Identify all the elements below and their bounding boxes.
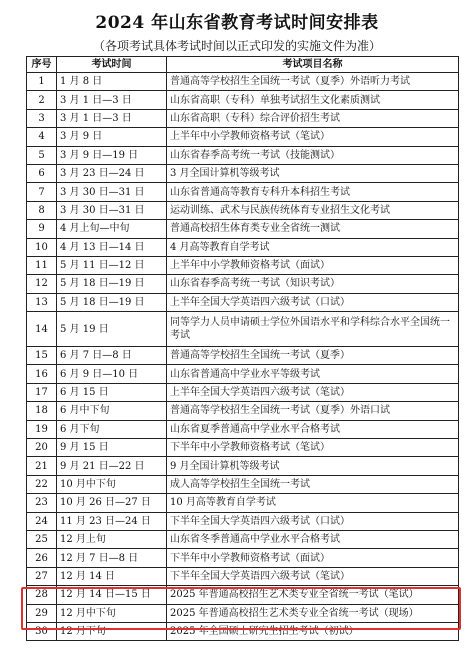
exam-time: 12 月 14 日—15 日 xyxy=(57,586,167,604)
table-row xyxy=(27,128,459,146)
table-row xyxy=(27,383,459,401)
exam-name: 普通高等学校招生全国统一考试（夏季）外语听力考试 xyxy=(167,73,459,91)
row-number: 5 xyxy=(27,146,57,164)
row-number: 23 xyxy=(27,494,57,512)
table-row xyxy=(27,312,459,347)
header-row xyxy=(27,57,459,73)
exam-name: 上半年中小学教师资格考试（面试） xyxy=(167,256,459,274)
exam-name: 2025 年普通高校招生艺术类专业全省统一考试（现场） xyxy=(167,604,459,622)
row-number: 20 xyxy=(27,439,57,457)
exam-name: 山东省普通高中学业水平等级考试 xyxy=(167,365,459,383)
table-row xyxy=(27,549,459,567)
exam-time: 1 月 8 日 xyxy=(57,73,167,91)
row-number: 9 xyxy=(27,220,57,238)
table-row xyxy=(27,73,459,91)
table-row xyxy=(27,201,459,219)
exam-name: 下半年中小学教师资格考试（笔试） xyxy=(167,439,459,457)
table-row xyxy=(27,475,459,493)
exam-name: 4 月高等教育自学考试 xyxy=(167,238,459,256)
row-number: 22 xyxy=(27,475,57,493)
row-number: 26 xyxy=(27,549,57,567)
row-number: 15 xyxy=(27,347,57,365)
exam-name: 山东省夏季普通高中学业水平合格考试 xyxy=(167,420,459,438)
table-row xyxy=(27,567,459,585)
row-number: 7 xyxy=(27,183,57,201)
row-number: 27 xyxy=(27,567,57,585)
exam-time: 3 月 30 日—31 日 xyxy=(57,201,167,219)
page-title: 2024 年山东省教育考试时间安排表 xyxy=(95,13,379,33)
page-subtitle: （各项考试具体考试时间以正式印发的实施文件为准） xyxy=(92,39,381,53)
row-number: 24 xyxy=(27,512,57,530)
exam-name: 上半年全国大学英语四六级考试（口试） xyxy=(167,293,459,311)
exam-time: 12 月 7 日—8 日 xyxy=(57,549,167,567)
row-number: 4 xyxy=(27,128,57,146)
row-number: 13 xyxy=(27,293,57,311)
exam-time: 5 月 18 日—19 日 xyxy=(57,275,167,293)
table-body xyxy=(27,73,459,641)
table-row xyxy=(27,586,459,604)
exam-name: 山东省高职（专科）综合评价招生考试 xyxy=(167,109,459,127)
row-number: 14 xyxy=(27,312,57,347)
exam-name: 成人高等学校招生全国统一考试 xyxy=(167,475,459,493)
exam-name: 运动训练、武术与民族传统体育专业招生文化考试 xyxy=(167,201,459,219)
exam-time: 10 月中下旬 xyxy=(57,475,167,493)
table-row xyxy=(27,238,459,256)
exam-time: 4 月 13 日—14 日 xyxy=(57,238,167,256)
row-number: 11 xyxy=(27,256,57,274)
exam-time: 5 月 18 日—19 日 xyxy=(57,293,167,311)
exam-name: 2025 年全国硕士研究生招生考试（初试） xyxy=(167,622,459,640)
row-number: 25 xyxy=(27,530,57,548)
table-row xyxy=(27,530,459,548)
exam-name: 山东省春季高考统一考试（知识考试） xyxy=(167,275,459,293)
exam-name: 山东省冬季普通高中学业水平合格考试 xyxy=(167,530,459,548)
row-number: 2 xyxy=(27,91,57,109)
exam-time: 6 月 15 日 xyxy=(57,383,167,401)
exam-time: 9 月 15 日 xyxy=(57,439,167,457)
exam-name: 上半年全国大学英语四六级考试（笔试） xyxy=(167,383,459,401)
row-number: 30 xyxy=(27,622,57,640)
table-row xyxy=(27,183,459,201)
exam-time: 11 月 23 日—24 日 xyxy=(57,512,167,530)
table-row xyxy=(27,347,459,365)
table-row xyxy=(27,420,459,438)
exam-time: 6 月 7 日—8 日 xyxy=(57,347,167,365)
table-row xyxy=(27,604,459,622)
table-row xyxy=(27,146,459,164)
table-row xyxy=(27,220,459,238)
table-row xyxy=(27,402,459,420)
table-row xyxy=(27,293,459,311)
exam-time: 6 月下旬 xyxy=(57,420,167,438)
exam-time: 6 月中下旬 xyxy=(57,402,167,420)
header-number: 序号 xyxy=(27,57,57,73)
row-number: 19 xyxy=(27,420,57,438)
exam-name: 10 月高等教育自学考试 xyxy=(167,494,459,512)
exam-name: 普通高等学校招生全国统一考试（夏季） xyxy=(167,347,459,365)
exam-name: 同等学力人员申请硕士学位外国语水平和学科综合水平全国统一考试 xyxy=(167,312,459,347)
table-row xyxy=(27,494,459,512)
table-row xyxy=(27,164,459,182)
row-number: 10 xyxy=(27,238,57,256)
exam-time: 6 月 9 日—10 日 xyxy=(57,365,167,383)
exam-time: 5 月 11 日—12 日 xyxy=(57,256,167,274)
exam-name: 2025 年普通高校招生艺术类专业全省统一考试（笔试） xyxy=(167,586,459,604)
row-number: 16 xyxy=(27,365,57,383)
exam-time: 3 月 30 日—31 日 xyxy=(57,183,167,201)
header-exam-time: 考试时间 xyxy=(57,57,167,73)
exam-name: 3 月全国计算机等级考试 xyxy=(167,164,459,182)
exam-time: 10 月 26 日—27 日 xyxy=(57,494,167,512)
row-number: 28 xyxy=(27,586,57,604)
exam-time: 12 月中下旬 xyxy=(57,604,167,622)
exam-schedule-table xyxy=(26,56,459,641)
table-row xyxy=(27,365,459,383)
row-number: 29 xyxy=(27,604,57,622)
exam-time: 3 月 1 日—3 日 xyxy=(57,109,167,127)
exam-time: 9 月 21 日—22 日 xyxy=(57,457,167,475)
table-row xyxy=(27,439,459,457)
table-row xyxy=(27,457,459,475)
exam-name: 普通高等学校招生全国统一考试（夏季）外语口试 xyxy=(167,402,459,420)
row-number: 17 xyxy=(27,383,57,401)
exam-name: 下半年全国大学英语四六级考试（口试） xyxy=(167,512,459,530)
exam-name: 山东省高职（专科）单独考试招生文化素质测试 xyxy=(167,91,459,109)
table-row xyxy=(27,91,459,109)
table-row xyxy=(27,256,459,274)
exam-time: 3 月 1 日—3 日 xyxy=(57,91,167,109)
row-number: 18 xyxy=(27,402,57,420)
exam-time: 4 月上旬—中旬 xyxy=(57,220,167,238)
header-exam-name: 考试项目名称 xyxy=(167,57,459,73)
exam-time: 3 月 9 日—19 日 xyxy=(57,146,167,164)
exam-name: 山东省普通高等教育专科升本科招生考试 xyxy=(167,183,459,201)
exam-time: 3 月 9 日 xyxy=(57,128,167,146)
row-number: 12 xyxy=(27,275,57,293)
table-row xyxy=(27,275,459,293)
exam-name: 普通高校招生体育类专业全省统一测试 xyxy=(167,220,459,238)
exam-name: 下半年中小学教师资格考试（面试） xyxy=(167,549,459,567)
table-header xyxy=(27,57,459,73)
exam-name: 9 月全国计算机等级考试 xyxy=(167,457,459,475)
table-row xyxy=(27,622,459,640)
exam-name: 上半年中小学教师资格考试（笔试） xyxy=(167,128,459,146)
exam-time: 3 月 23 日—24 日 xyxy=(57,164,167,182)
row-number: 3 xyxy=(27,109,57,127)
table-row xyxy=(27,512,459,530)
row-number: 21 xyxy=(27,457,57,475)
table-row xyxy=(27,109,459,127)
exam-time: 12 月上旬 xyxy=(57,530,167,548)
exam-name: 山东省春季高考统一考试（技能测试） xyxy=(167,146,459,164)
exam-name: 下半年全国大学英语四六级考试（笔试） xyxy=(167,567,459,585)
row-number: 8 xyxy=(27,201,57,219)
row-number: 6 xyxy=(27,164,57,182)
exam-time: 5 月 19 日 xyxy=(57,312,167,347)
exam-time: 12 月 14 日 xyxy=(57,567,167,585)
exam-time: 12 月下旬 xyxy=(57,622,167,640)
row-number: 1 xyxy=(27,73,57,91)
